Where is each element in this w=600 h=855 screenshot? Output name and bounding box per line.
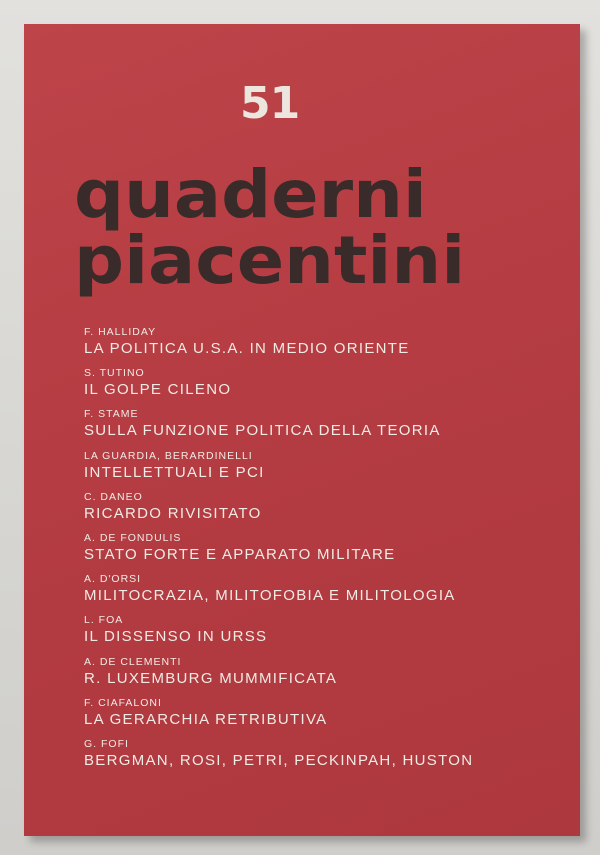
contents-entry	[84, 491, 554, 532]
entry-title: LA GERARCHIA RETRIBUTIVA	[84, 710, 328, 728]
entry-author: A. DE FONDULIS	[84, 531, 182, 544]
entry-author: A. DE CLEMENTI	[84, 655, 182, 668]
table-of-contents	[84, 326, 554, 779]
magazine-cover	[24, 24, 580, 836]
entry-title: IL GOLPE CILENO	[84, 381, 232, 399]
contents-entry	[84, 450, 554, 491]
entry-title: BERGMAN, ROSI, PETRI, PECKINPAH, HUSTON	[84, 751, 474, 769]
contents-entry	[84, 738, 554, 779]
contents-entry	[84, 614, 554, 655]
entry-author: F. CIAFALONI	[84, 696, 162, 709]
entry-author: F. STAME	[84, 408, 139, 421]
contents-entry	[84, 408, 554, 449]
contents-entry	[84, 573, 554, 614]
entry-author: C. DANEO	[84, 490, 143, 503]
magazine-title	[74, 156, 466, 299]
title-line-2: piacentini	[74, 222, 466, 299]
contents-entry	[84, 367, 554, 408]
title-line-1: quaderni	[74, 156, 427, 233]
entry-title: RICARDO RIVISITATO	[84, 504, 262, 522]
entry-title: INTELLETTUALI E PCI	[84, 463, 265, 481]
contents-entry	[84, 326, 554, 367]
entry-author: A. D'ORSI	[84, 573, 142, 586]
entry-author: S. TUTINO	[84, 367, 145, 380]
entry-title: R. LUXEMBURG MUMMIFICATA	[84, 669, 338, 687]
entry-title: SULLA FUNZIONE POLITICA DELLA TEORIA	[84, 422, 441, 440]
entry-title: MILITOCRAZIA, MILITOFOBIA E MILITOLOGIA	[84, 587, 456, 605]
entry-author: F. HALLIDAY	[84, 326, 157, 338]
entry-title: IL DISSENSO IN URSS	[84, 628, 268, 646]
contents-entry	[84, 656, 554, 697]
entry-title: LA POLITICA U.S.A. IN MEDIO ORIENTE	[84, 340, 410, 357]
entry-author: LA GUARDIA, BERARDINELLI	[84, 449, 253, 462]
contents-entry	[84, 532, 554, 573]
entry-author: G. FOFI	[84, 737, 129, 750]
entry-author: L. FOA	[84, 614, 124, 627]
issue-number: 51	[240, 78, 300, 129]
entry-title: STATO FORTE E APPARATO MILITARE	[84, 545, 396, 563]
contents-entry	[84, 697, 554, 738]
